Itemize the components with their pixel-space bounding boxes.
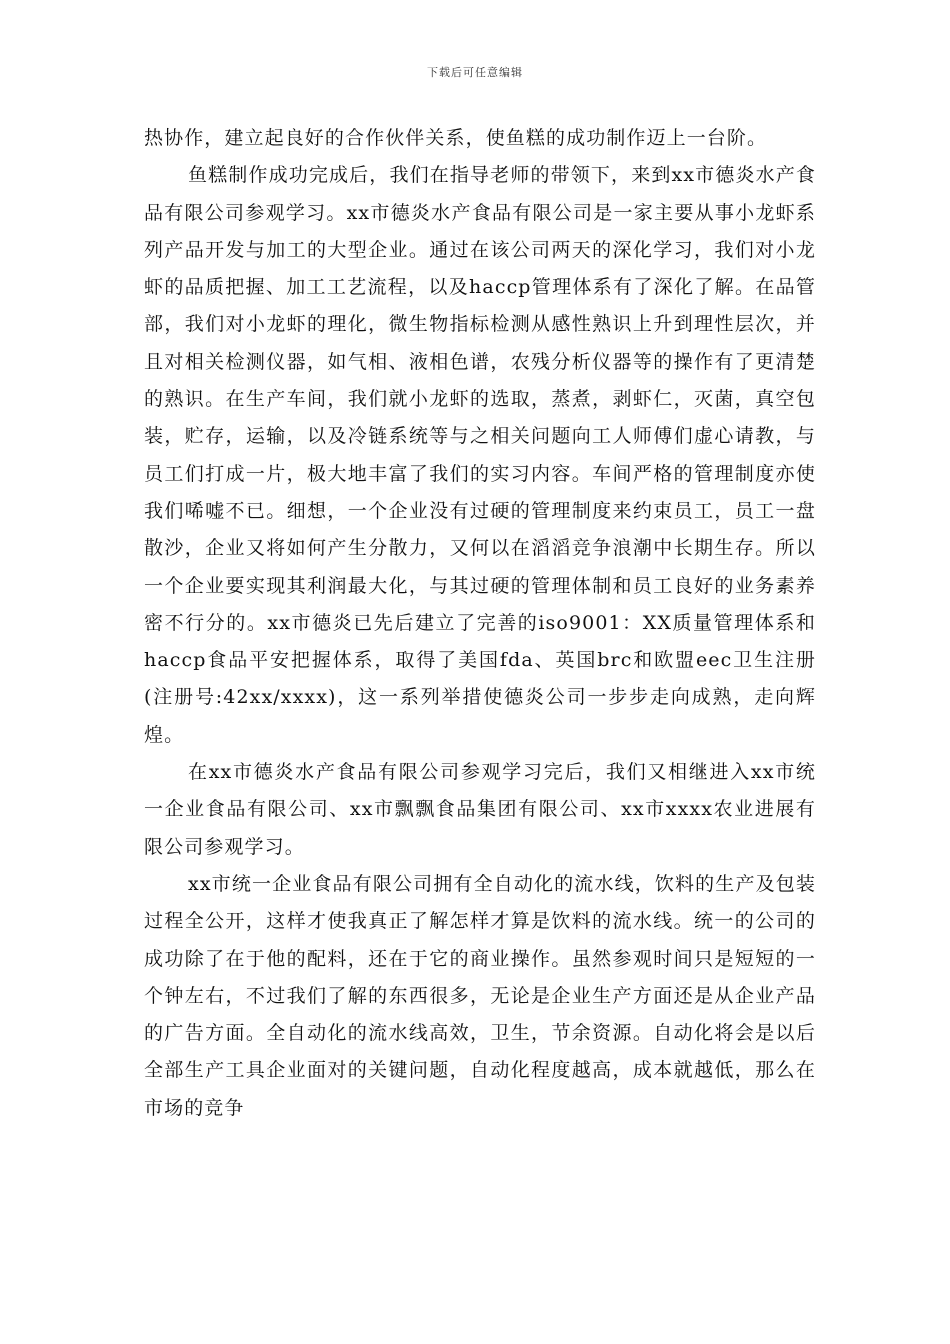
document-body: [144, 120, 816, 1127]
paragraph-deyan-visit: 鱼糕制作成功完成后，我们在指导老师的带领下，来到xx市德炎水产食品有限公司参观学习。xx市德炎水产食品有限公司是一家主要从事小龙虾系列产品开发与加工的大型企业。通过在该公司两天的深化学习，我们对小龙虾的品质把握、加工工艺流程，以及haccp管理体系有了深化了解。在品管部，我们对小龙虾的理化，微生物指标检测从感性熟识上升到理性层次，并且对相关检测仪器，如气相、液相色谱，农残分析仪器等的操作有了更清楚的熟识。在生产车间，我们就小龙虾的选取，蒸煮，剥虾仁，灭菌，真空包装，贮存，运输，以及冷链系统等与之相关问题向工人师傅们虚心请教，与员工们打成一片，极大地丰富了我们的实习内容。车间严格的管理制度亦使我们唏嘘不已。细想，一个企业没有过硬的管理制度来约束员工，员工一盘散沙，企业又将如何产生分散力，又何以在滔滔竞争浪潮中长期生存。所以一个企业要实现其利润最大化，与其过硬的管理体制和员工良好的业务素养密不行分的。xx市德炎已先后建立了完善的iso9001：XX质量管理体系和haccp食品平安把握体系，取得了美国fda、英国brc和欧盟eec卫生注册(注册号:42xx/xxxx)，这一系列举措使德炎公司一步步走向成熟，走向辉煌。: [144, 164, 816, 746]
paragraph-tongyi-company: xx市统一企业食品有限公司拥有全自动化的流水线，饮料的生产及包装过程全公开，这样才使我真正了解怎样才算是饮料的流水线。统一的公司的成功除了在于他的配料，还在于它的商业操作。虽然参观时间只是短短的一个钟左右，不过我们了解的东西很多，无论是企业生产方面还是从企业产品的广告方面。全自动化的流水线高效，卫生，节余资源。自动化将会是以后全部生产工具企业面对的关键问题，自动化程度越高，成本就越低，那么在市场的竞争: [144, 872, 816, 1119]
paragraph-continuation: 热协作，建立起良好的合作伙伴关系，使鱼糕的成功制作迈上一台阶。: [144, 127, 768, 149]
page-header: 下载后可任意编辑: [427, 66, 523, 79]
paragraph-other-visits: 在xx市德炎水产食品有限公司参观学习完后，我们又相继进入xx市统一企业食品有限公司、xx市飘飘食品集团有限公司、xx市xxxx农业进展有限公司参观学习。: [144, 761, 816, 858]
